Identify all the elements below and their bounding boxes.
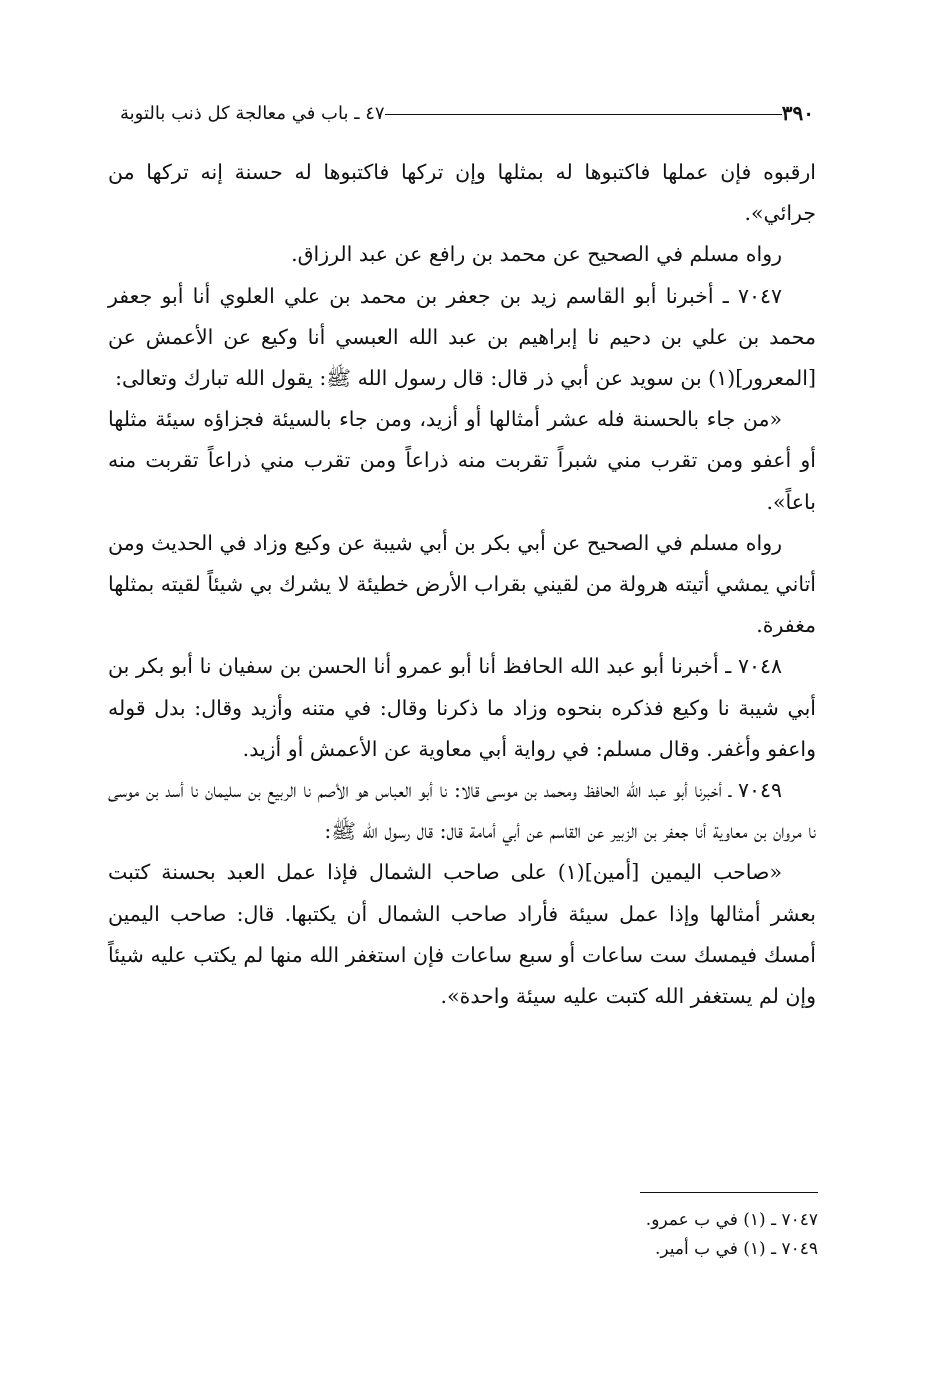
main-text (108, 152, 816, 1017)
header-rule (385, 114, 782, 115)
hadith-7049: ٧٠٤٩ ـ أخبرنا أبو عبد الله الحافظ ومحمد بن موسى قالا: نا أبو العباس هو الأصم نا الربيع بن سليمان نا أسد بن موسى نا مروان بن معاوية أنا جعفر بن الزبير عن القاسم عن أبي أمامة قال: قال رسول الله ﷺ: (108, 778, 816, 844)
hadith-7047: ٧٠٤٧ ـ أخبرنا أبو القاسم زيد بن جعفر بن محمد بن علي العلوي أنا أبو جعفر محمد بن علي بن دحيم نا إبراهيم بن عبد الله العبسي أنا وكيع عن الأعمش عن [المعرور](١) بن سويد عن أبي ذر قال: قال رسول الله ﷺ: يقول الله تبارك وتعالى: (108, 283, 816, 391)
footnotes (500, 1206, 818, 1264)
hadith-quote: «من جاء بالحسنة فله عشر أمثالها أو أزيد، ومن جاء بالسيئة فجزاؤه سيئة مثلها أو أعفو ومن تقرب مني شبراً تقربت منه ذراعاً ومن تقرب مني ذراعاً تقربت منه باعاً». (108, 407, 816, 514)
page-number: ٣٩٠ (781, 101, 814, 125)
running-header (108, 96, 828, 130)
footnote-separator (640, 1192, 818, 1193)
paragraph: رواه مسلم في الصحيح عن أبي بكر بن أبي شيبة عن وكيع وزاد في الحديث ومن أتاني يمشي أتيته هرولة من لقيني بقراب الأرض خطيئة لا يشرك بي شيئاً لقيته بمثلها مغفرة. (108, 530, 816, 638)
footnote: ٧٠٤٩ ـ (١) في ب أمير. (655, 1239, 818, 1259)
chapter-title: ٤٧ ـ باب في معالجة كل ذنب بالتوبة (120, 102, 385, 124)
hadith-7048: ٧٠٤٨ ـ أخبرنا أبو عبد الله الحافظ أنا أبو عمرو أنا الحسن بن سفيان نا أبو بكر بن أبي شيبة نا وكيع فذكره بنحوه وزاد ما ذكرنا وقال: في متنه وأزيد وقال: بدل قوله واعفو وأغفر. وقال مسلم: في رواية أبي معاوية عن الأعمش أو أزيد. (108, 654, 816, 761)
hadith-quote: «صاحب اليمين [أمين](١) على صاحب الشمال فإذا عمل العبد بحسنة كتبت بعشر أمثالها وإذا عمل سيئة فأراد صاحب الشمال أن يكتبها. قال: صاحب اليمين أمسك فيمسك ست ساعات أو سبع ساعات فإن استغفر الله منها لم يكتب عليه شيئاً وإن لم يستغفر الله كتبت عليه سيئة واحدة». (108, 860, 816, 1009)
footnote: ٧٠٤٧ ـ (١) في ب عمرو. (645, 1210, 818, 1230)
paragraph: ارقبوه فإن عملها فاكتبوها له بمثلها وإن تركها فاكتبوها له حسنة إنه تركها من جرائي». (108, 160, 816, 226)
paragraph: رواه مسلم في الصحيح عن محمد بن رافع عن عبد الرزاق. (291, 242, 782, 267)
